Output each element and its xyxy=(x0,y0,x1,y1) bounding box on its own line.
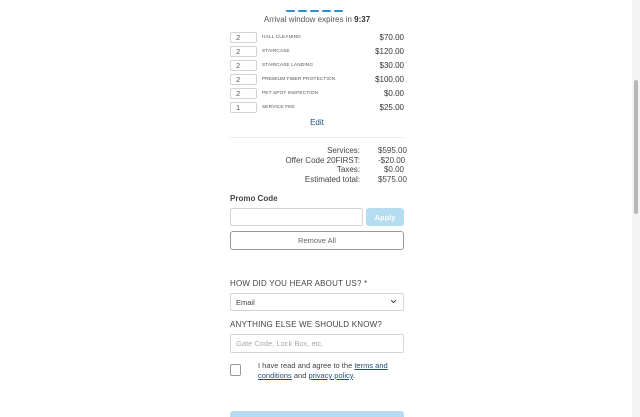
scrollbar-thumb[interactable] xyxy=(634,80,638,214)
progress-step xyxy=(286,10,295,12)
chevron-down-icon xyxy=(390,298,397,305)
line-items-list xyxy=(230,30,404,114)
promo-code-label: Promo Code xyxy=(230,194,278,203)
agreement-text-before: I have read and agree to the xyxy=(258,361,355,370)
hear-about-label: HOW DID YOU HEAR ABOUT US? * xyxy=(230,279,368,288)
line-item-price: $70.00 xyxy=(379,32,404,42)
total-label: Taxes: xyxy=(336,165,360,175)
quantity-field[interactable]: 2 xyxy=(230,46,257,57)
line-item xyxy=(230,44,404,58)
scrollbar[interactable] xyxy=(632,0,640,417)
progress-step xyxy=(298,10,307,12)
line-item xyxy=(230,58,404,72)
edit-link[interactable]: Edit xyxy=(310,118,324,127)
agree-checkbox[interactable] xyxy=(230,364,241,376)
total-row xyxy=(230,175,407,185)
hear-about-selected: Email xyxy=(236,297,255,307)
total-value: -$20.00 xyxy=(378,155,406,165)
total-row xyxy=(230,156,404,166)
total-value: $0.00 xyxy=(383,165,404,175)
privacy-link[interactable]: privacy policy xyxy=(308,371,353,380)
line-item-name: PREMIUM FIBER PROTECTION xyxy=(262,76,336,82)
hear-about-select[interactable] xyxy=(230,293,404,311)
line-item-price: $25.00 xyxy=(379,102,404,112)
total-label: Offer Code 20FIRST: xyxy=(285,155,360,165)
line-item-price: $100.00 xyxy=(375,74,404,84)
line-item-price: $0.00 xyxy=(383,88,404,98)
line-item-name: HALL CLEANING xyxy=(262,34,301,40)
line-item-name: STAIRCASE LANDING xyxy=(262,62,314,68)
agreement-text xyxy=(258,361,404,381)
quantity-field[interactable]: 2 xyxy=(230,32,257,43)
total-row xyxy=(230,146,407,156)
progress-step xyxy=(322,10,331,12)
total-value: $575.00 xyxy=(378,175,407,185)
line-item-name: SERVICE FEE xyxy=(262,104,295,110)
line-item xyxy=(230,100,404,114)
line-item-name: STAIRCASE xyxy=(262,48,290,54)
notes-input[interactable]: Gate Code, Lock Box, etc. xyxy=(230,334,404,353)
promo-code-input[interactable] xyxy=(230,208,363,226)
total-row xyxy=(230,165,404,175)
line-item xyxy=(230,86,404,100)
quantity-field[interactable]: 1 xyxy=(230,102,257,113)
arrival-timer xyxy=(230,15,404,24)
progress-step xyxy=(310,10,319,12)
timer-value: 9:37 xyxy=(354,15,371,24)
divider xyxy=(230,137,404,138)
quantity-field[interactable]: 2 xyxy=(230,74,257,85)
quantity-field[interactable]: 2 xyxy=(230,88,257,99)
quantity-field[interactable]: 2 xyxy=(230,60,257,71)
agreement-text-after: . xyxy=(352,371,356,380)
line-item-name: PET SPOT INSPECTION xyxy=(262,90,319,96)
remove-all-button[interactable]: Remove All xyxy=(230,231,404,250)
anything-else-label: ANYTHING ELSE WE SHOULD KNOW? xyxy=(230,320,383,329)
total-value: $595.00 xyxy=(378,146,407,155)
line-item-price: $120.00 xyxy=(375,46,404,56)
submit-button[interactable] xyxy=(230,411,404,417)
progress-step xyxy=(334,10,343,12)
line-item xyxy=(230,30,404,44)
total-label: Services: xyxy=(327,146,360,155)
total-label: Estimated total: xyxy=(304,175,360,185)
line-item xyxy=(230,72,404,86)
line-item-price: $30.00 xyxy=(379,60,404,70)
timer-label: Arrival window expires in xyxy=(263,15,352,24)
agreement-text-middle: and xyxy=(291,371,309,380)
terms-link[interactable]: terms and conditions xyxy=(258,361,388,380)
step-progress xyxy=(286,10,343,12)
order-totals xyxy=(230,146,407,185)
apply-promo-button[interactable]: Apply xyxy=(366,208,404,226)
